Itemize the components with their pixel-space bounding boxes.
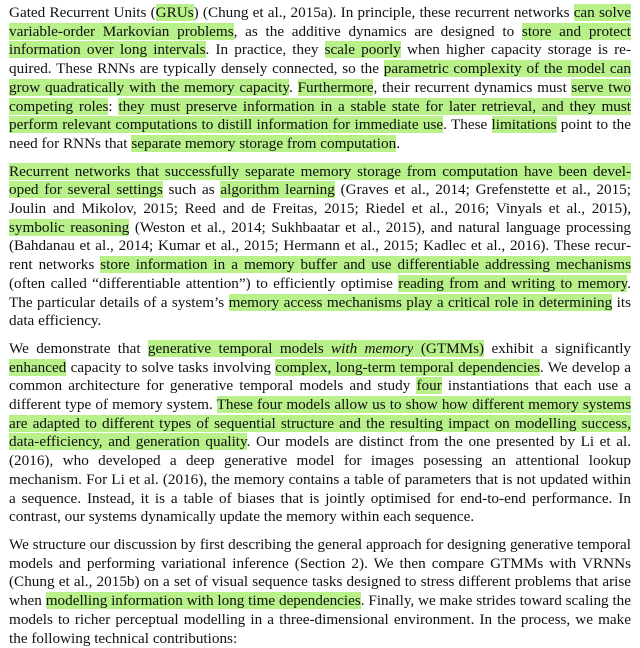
body-text: We demonstrate that bbox=[9, 339, 148, 357]
highlighted-text: algorithm learning bbox=[220, 181, 335, 199]
body-text: exhibit a significantly bbox=[484, 339, 632, 357]
body-text: such as bbox=[162, 181, 221, 199]
body-text: (often called “differentiable attention”) to efficiently optimise bbox=[9, 274, 399, 292]
body-text: . The particular details of a system’s bbox=[9, 274, 631, 311]
highlighted-text: serve two competing roles bbox=[9, 78, 631, 115]
body-text: . In practice, they bbox=[205, 41, 325, 59]
body-text: : bbox=[108, 97, 119, 115]
body-text: (Graves et al., 2014; Grefenstette et al., 2015; Joulin and Mikolov, 2015; Reed and de Freitas, 2015; Riedel et al., 2016; Vinyals et al., 2015), bbox=[9, 181, 631, 218]
body-text: when higher capacity storage is required. These RNNs are typically densely connected, so the bbox=[9, 41, 631, 78]
highlighted-text: generative temporal models bbox=[147, 339, 332, 357]
body-text: . These bbox=[443, 116, 492, 134]
highlighted-text: parametric complexity of the model can grow quadratically with the memory capacity bbox=[9, 60, 631, 96]
highlighted-text: memory access mechanisms play a critical role in determining bbox=[228, 293, 613, 311]
highlighted-text: enhanced bbox=[9, 358, 67, 376]
body-text: . bbox=[289, 78, 298, 96]
highlighted-text: GRUs bbox=[155, 4, 194, 21]
highlighted-text: they must preserve information in a stable state for later retrieval, and they must perform relevant computations to distill information for immediate use bbox=[9, 97, 631, 134]
body-text: its data efficiency. bbox=[9, 293, 631, 330]
highlighted-text: complex, long-term temporal dependencies bbox=[275, 358, 540, 376]
italic-text bbox=[331, 340, 413, 357]
paragraph-2 bbox=[9, 163, 631, 331]
body-text: . Finally, we make strides toward scaling the models to richer perceptual modelling in a three-dimensional environment. In the process, we make the following technical contributions: bbox=[9, 592, 631, 647]
body-text: , as the additive dynamics are designed to bbox=[233, 22, 522, 40]
body-text: . We develop a common architecture for generative temporal models and study bbox=[9, 358, 631, 395]
highlighted-text: with memory bbox=[331, 339, 414, 357]
highlighted-text: (GTMMs) bbox=[413, 339, 485, 357]
body-text: instantiations that each use a different type of memory system. bbox=[9, 377, 631, 414]
highlighted-text: reading from and writing to memory bbox=[398, 274, 628, 292]
highlighted-text: can solve variable-order Markovian problems bbox=[9, 4, 632, 40]
highlighted-text: limitations bbox=[491, 116, 557, 134]
body-text: . Our models are distinct from the one presented by Li et al. (2016), who developed a deep generative model for images posessing an attentional lookup mechanism. For Li et al. (2016), the memory contains a table of parameters that is not updated within a sequence. Instead, it is a table of biases that is jointly optimised for end-to-end performance. In contrast, our systems dynamically update the memory within each sequence. bbox=[9, 433, 631, 526]
paragraph-1 bbox=[9, 4, 631, 154]
body-text: We structure our discussion by first describing the general approach for designing generative temporal models and performing variational inference (Section 2). We then compare GTMMs with VRNNs (Chung et al., 2015b) on a set of visual sequence tasks designed to stress different problems that arise when bbox=[9, 535, 631, 610]
paragraph-3 bbox=[9, 340, 631, 527]
highlighted-text: store information in a memory buffer and use differentiable addressing mechanisms bbox=[100, 256, 631, 274]
body-text: point to the need for RNNs that bbox=[9, 116, 631, 152]
highlighted-text: modelling information with long time dependencies bbox=[45, 592, 361, 610]
highlighted-text: store and protect information over long intervals bbox=[9, 22, 631, 59]
highlighted-text: separate memory storage from computation bbox=[131, 134, 397, 152]
body-text: Gated Recurrent Units ( bbox=[9, 4, 156, 21]
body-text: . bbox=[396, 134, 400, 152]
body-text: capacity to solve tasks involving bbox=[66, 358, 276, 376]
highlighted-text: Recurrent networks that successfully separate memory storage from computation have been developed for several settings bbox=[9, 162, 631, 199]
body-text: (Weston et al., 2014; Sukhbaatar et al., 2015), and natural language processing (Bahdanau et al., 2014; Kumar et al., 2015; Hermann et al., 2015; Kadlec et al., 2016). These recurrent networks bbox=[9, 218, 632, 274]
highlighted-text: symbolic reasoning bbox=[9, 218, 130, 236]
highlighted-text: four bbox=[416, 377, 442, 395]
highlighted-text: Furthermore bbox=[297, 78, 374, 96]
body-text: ) (Chung et al., 2015a). In principle, these recurrent networks bbox=[193, 4, 574, 21]
highlighted-text: These four models allow us to show how different memory systems are adapted to different types of sequential structure and the resulting impact on modelling success, data-efficiency, and generation quality bbox=[9, 396, 631, 451]
paragraph-4 bbox=[9, 536, 631, 648]
body-text: , their recurrent dynamics must bbox=[373, 78, 572, 96]
highlighted-text: scale poorly bbox=[324, 41, 401, 59]
